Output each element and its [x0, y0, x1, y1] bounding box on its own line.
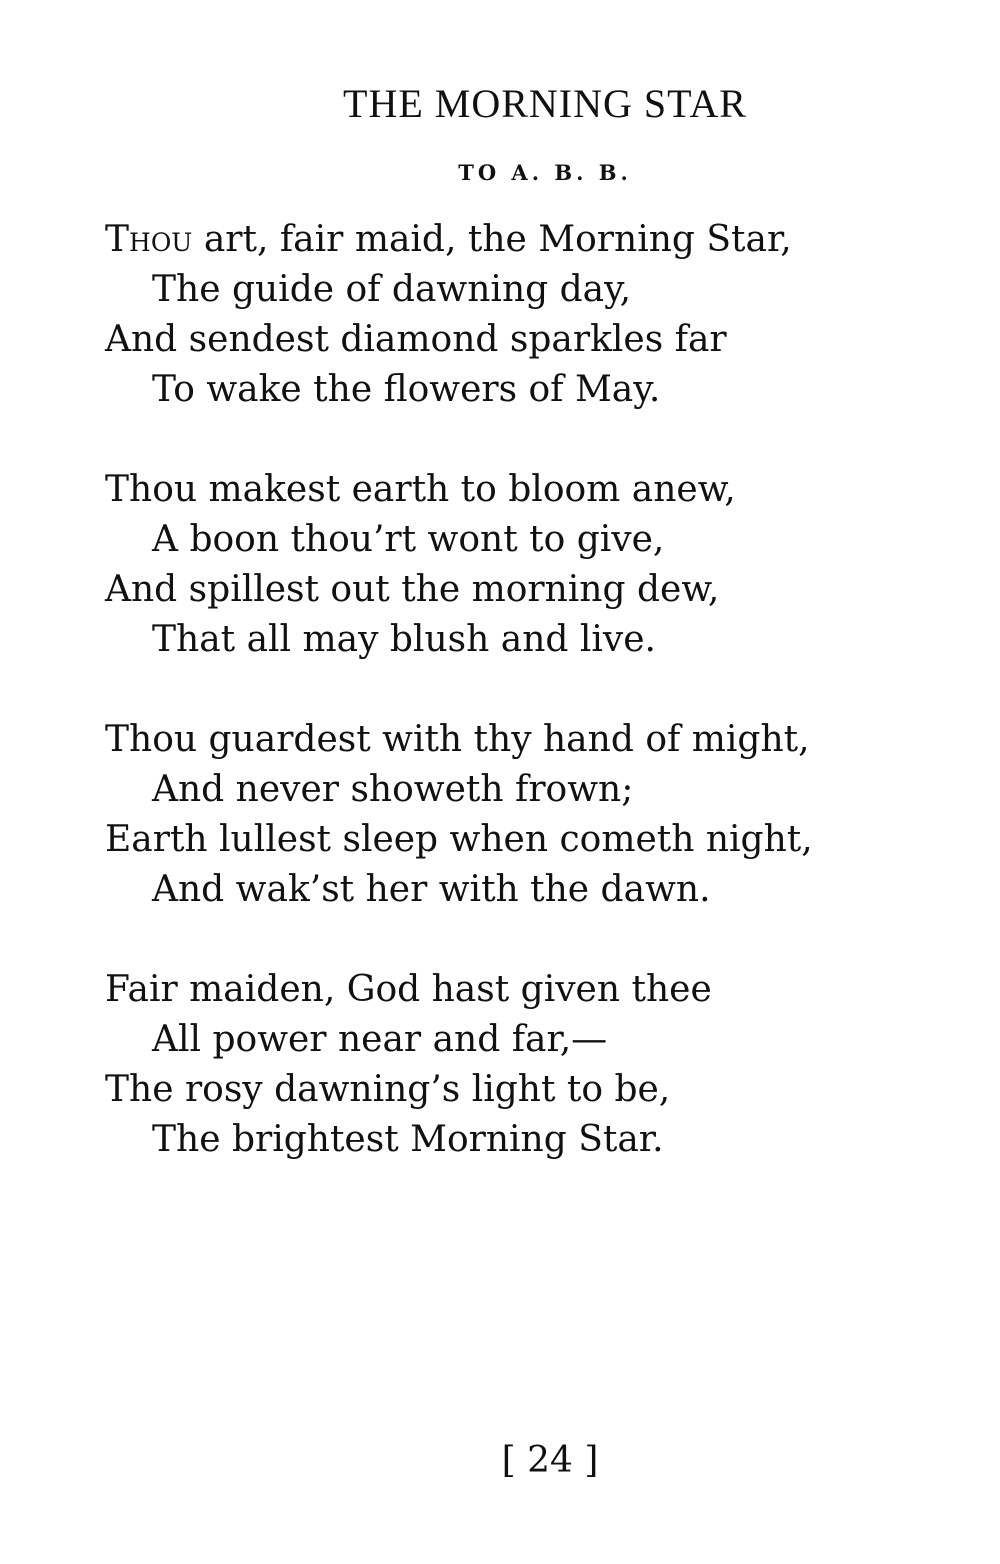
poem-line: [105, 215, 925, 265]
stanza: [105, 465, 925, 665]
poem-line: Earth lullest sleep when cometh night,: [105, 819, 813, 860]
poem-line: That all may blush and live.: [152, 619, 656, 660]
poem-line: And never showeth frown;: [152, 769, 634, 810]
poem-line: The brightest Morning Star.: [152, 1119, 664, 1160]
poem-line: Fair maiden, God hast given thee: [105, 969, 712, 1010]
stanza: [105, 215, 925, 415]
poem-line: And sendest diamond sparkles far: [105, 319, 727, 360]
poem-line: And wak’st her with the dawn.: [152, 869, 711, 910]
page-number: [ 24 ]: [501, 1440, 599, 1481]
poem-line: The guide of dawning day,: [152, 269, 632, 310]
poem-title: THE MORNING STAR: [343, 81, 747, 126]
poem-body: [105, 215, 925, 1215]
poem-line: Thou guardest with thy hand of might,: [105, 719, 810, 760]
poem-line: A boon thou’rt wont to give,: [152, 519, 665, 560]
stanza: [105, 965, 925, 1165]
poem-line: And spillest out the morning dew,: [105, 569, 720, 610]
opening-word: Thou: [105, 219, 193, 260]
poem-line: To wake the flowers of May.: [152, 369, 661, 410]
poem-line: The rosy dawning’s light to be,: [105, 1069, 671, 1110]
poem-line: All power near and far,—: [152, 1019, 608, 1060]
poem-line: Thou makest earth to bloom anew,: [105, 469, 736, 510]
poem-dedication: TO A. B. B.: [458, 160, 632, 185]
stanza: [105, 715, 925, 915]
opening-line-rest: art, fair maid, the Morning Star,: [192, 219, 792, 260]
